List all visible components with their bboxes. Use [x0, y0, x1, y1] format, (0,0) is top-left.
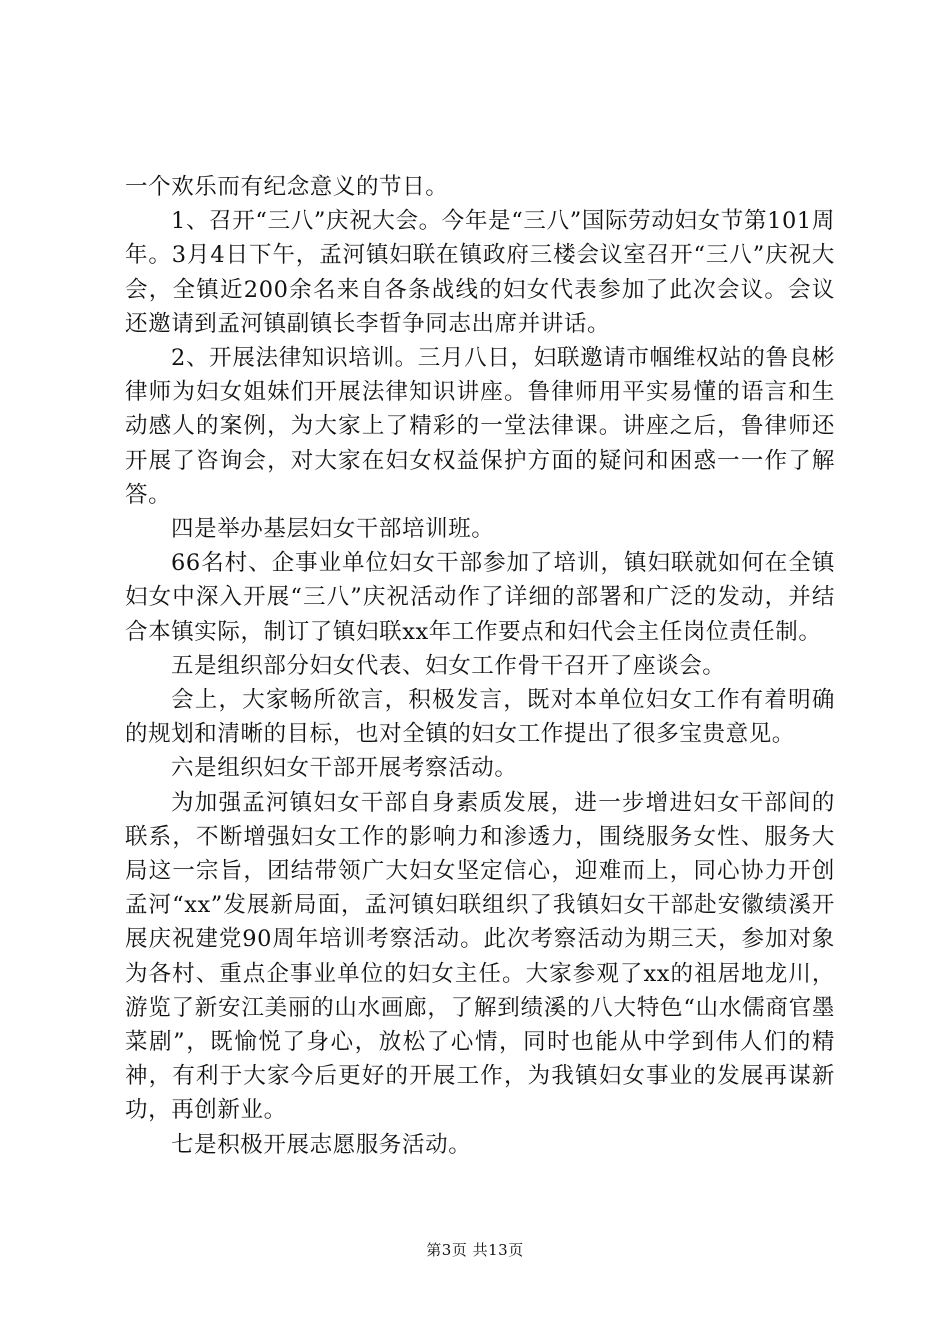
- paragraph-1: 一个欢乐而有纪念意义的节日。: [125, 174, 449, 200]
- paragraph-8: 六是组织妇女干部开展考察活动。: [171, 755, 518, 782]
- paragraph-5: 66名村、企事业单位妇女干部参加了培训，镇妇联就如何在全镇妇女中深入开展“三八”庆祝活动作了详细的部署和广泛的发动，并结合本镇实际，制订了镇妇联xx年工作要点和妇代会主任岗位责任制。: [125, 550, 835, 645]
- document-body: [125, 170, 835, 1162]
- paragraph-10: 七是积极开展志愿服务活动。: [171, 1131, 472, 1158]
- paragraph-9: 为加强孟河镇妇女干部自身素质发展，进一步增进妇女干部间的联系，不断增强妇女工作的影响力和渗透力，围绕服务女性、服务大局这一宗旨，团结带领广大妇女坚定信心，迎难而上，同心协力开创孟河“xx”发展新局面，孟河镇妇联组织了我镇妇女干部赴安徽绩溪开展庆祝建党90周年培训考察活动。此次考察活动为期三天，参加对象为各村、重点企事业单位的妇女主任。大家参观了xx的祖居地龙川，游览了新安江美丽的山水画廊，了解到绩溪的八大特色“山水儒商官墨菜剧”，既愉悦了身心，放松了心情，同时也能从中学到伟人们的精神，有利于大家今后更好的开展工作，为我镇妇女事业的发展再谋新功，再创新业。: [125, 789, 835, 1124]
- paragraph-6: 五是组织部分妇女代表、妇女工作骨干召开了座谈会。: [171, 652, 726, 679]
- paragraph-3: 2、开展法律知识培训。三月八日，妇联邀请市帼维权站的鲁良彬律师为妇女姐妹们开展法律知识讲座。鲁律师用平实易懂的语言和生动感人的案例，为大家上了精彩的一堂法律课。讲座之后，鲁律师还开展了咨询会，对大家在妇女权益保护方面的疑问和困惑一一作了解答。: [125, 345, 835, 508]
- paragraph-7: 会上，大家畅所欲言，积极发言，既对本单位妇女工作有着明确的规划和清晰的目标，也对全镇的妇女工作提出了很多宝贵意见。: [125, 687, 835, 748]
- paragraph-4: 四是举办基层妇女干部培训班。: [171, 516, 495, 543]
- page-number-label: 第3页 共13页: [426, 1241, 524, 1259]
- page-footer: [0, 1240, 950, 1260]
- paragraph-2: 1、召开“三八”庆祝大会。今年是“三八”国际劳动妇女节第101周年。3月4日下午，孟河镇妇联在镇政府三楼会议室召开“三八”庆祝大会，全镇近200余名来自各条战线的妇女代表参加了此次会议。会议还邀请到孟河镇副镇长李晢争同志出席并讲话。: [125, 208, 835, 337]
